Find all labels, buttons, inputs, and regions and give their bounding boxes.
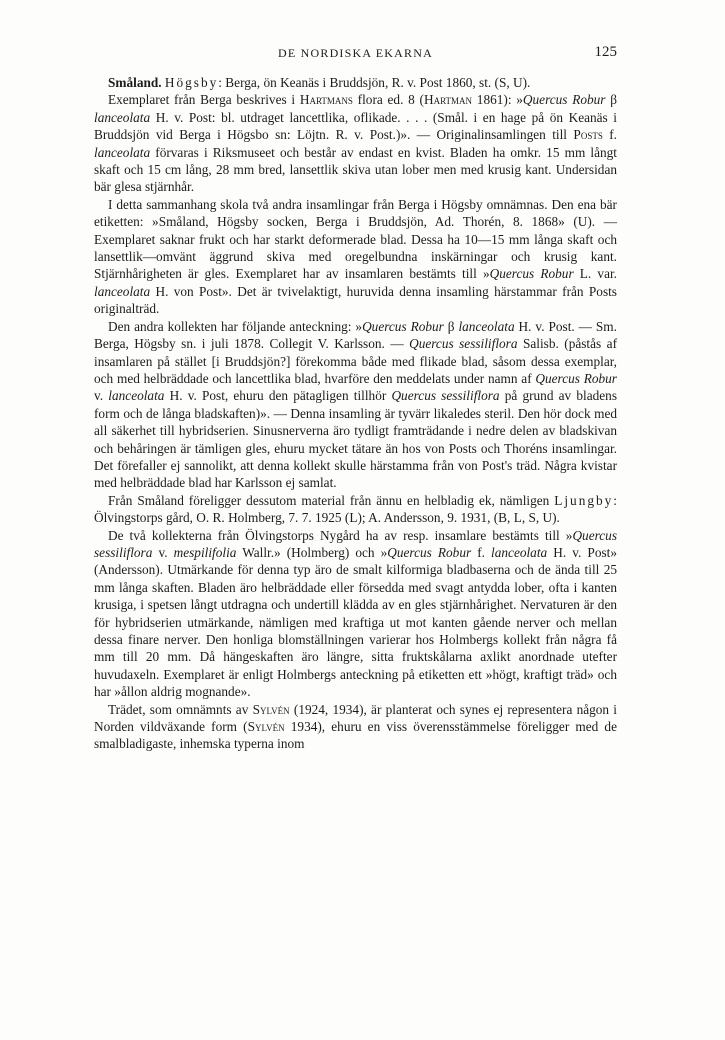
text-run: Quercus Robur [362,318,444,334]
text-run: Quercus Robur [535,370,617,386]
text-run: v. [152,544,174,560]
paragraph-p7 [94,701,617,753]
text-run: Sylvén [247,719,285,735]
text-run: Den andra kollekten har följande anteckning: » [108,318,363,334]
text-run: lanceolata [94,109,151,125]
text-run: Ljungby [554,492,614,508]
text-run: på grund av bladens form och de långa bladskaften)». — Denna insamling är tyvärr likaledes steril. Den hör dock med all säkerhet till hybridserien. Sinusnerverna äro tydligt framträdande i nedre delen av bladskivan och behåringen är tämligen gles, ehuru mycket tätare än hos von Posts och Thoréns insamlingar. Det förefaller ej sannolikt, att denna kollekt skulle härstamma från von Post's träd. Några kvistar med helbräddade blad har Karlsson ej samlat. [94,388,617,491]
text-run: (1924, 1934), är planterat och synes ej representera någon i Norden vildväxande form ( [94,701,617,735]
paragraph-p5 [94,492,617,527]
text-run: H. von Post». Det är tvivelaktigt, huruvida denna insamling härstammar från Posts originalträd. [94,283,617,317]
text-run: H. v. Post: bl. utdraget lancettlika, oflikade. . . . (Smål. i en hage på ön Keanäs i Bruddsjön vid Berga i Högsbo sn: Löjtn. R. v. Post.)». — Originalinsamlingen till [94,109,617,143]
text-run: 1861): » [472,92,523,108]
page-number: 125 [594,44,617,60]
text-run: Högsby [164,75,219,90]
text-run: H. v. Post» (Andersson). Utmärkande för denna typ äro de smalt kilformiga bladbaserna och de ända till 25 mm långa skaften. Bladen äro helbräddade eller försedda med svagt antydda lober, ofta i kanten krusiga, i spetsen långt utdragna och undertill klädda av en gles stjärnhårighet. Nervaturen är den för hybridserien utmärkande, nämligen med kraftiga ut mot kanten gående nerver och mellan dessa finare nerver. Den honliga blomställningen varierar hos Holmbergs kollekt från några få mm till 20 mm. Då hängeskaften äro längre, sitta fruktskålarna axlikt anordnade utefter huvudaxeln. Exemplaret är enligt Holmbergs anteckning på etiketten ett »högt, kraftigt träd» och har »ållon aldrig mognande». [94,544,617,700]
text-run: L. var. [573,266,617,282]
text-run: Quercus Robur [489,266,574,282]
text-run: Småland. [108,75,162,90]
text-run: v. [94,388,109,404]
text-run: Quercus sessiliflora [409,336,518,352]
text-run: lanceolata [94,283,151,299]
text-run: lanceolata [94,144,151,160]
text-run: Exemplaret från Berga beskrives i [108,92,300,108]
text-run: H. v. Post, ehuru den pätagligen tillhör [164,388,392,404]
body-text [94,74,617,753]
paragraph-p1 [94,74,617,91]
paragraph-p3 [94,196,617,318]
text-run: I detta sammanhang skola två andra insamlingar från Berga i Högsby omnämnas. Den ena bär etiketten: »Småland, Högsby socken, Berga i Bruddsjön, Ad. Thorén, 8. 1868» (U). — Exemplaret saknar frukt och har starkt deformerade blad. Dessa ha 10—15 mm långa skaft och lansettlik—omvänt äggrund skiva med oregelbundna inskärningar och krusig kant. Stjärnhårigheten är gles. Exemplaret har av insamlaren bestämts till » [94,196,617,282]
text-run: De två kollekterna från Ölvingstorps Nygård ha av resp. insamlare bestämts till » [108,527,573,543]
text-run: Salisb. (påstås af insamlaren på stället [i Bruddsjön?] förekomma både med flikade blad, såsom dessa exemplar, och med helbräddade och lancettlika blad, hvarföre den meddelats under namn af [94,336,617,386]
text-run: f. [471,544,492,560]
text-run: β [443,318,459,334]
text-run: Quercus Robur [522,92,606,108]
paragraph-p2 [94,91,617,195]
text-run: lanceolata [108,388,165,404]
text-run: lanceolata [458,318,515,334]
text-run: flora ed. 8 ( [352,92,424,108]
running-title: DE NORDISKA EKARNA [278,46,433,60]
text-run: Quercus sessiliflora [391,388,500,404]
text-run: lanceolata [491,544,548,560]
running-header [94,46,617,64]
text-run: Quercus sessiliflora [94,527,617,560]
text-run: β [605,92,617,108]
text-run: Trädet, som omnämnts av [108,701,253,717]
text-run: H. v. Post. — Sm. Berga, Högsby sn. i juli 1878. Collegit V. Karlsson. — [94,318,617,352]
paragraph-p4 [94,318,617,492]
text-run: f. [602,127,618,143]
text-run: : Ölvingstorps gård, O. R. Holmberg, 7. 7. 1925 (L); A. Andersson, 9. 1931, (B, L, S, U). [94,492,617,526]
text-run: Posts [573,127,603,143]
paragraph-p6 [94,527,617,701]
text-run: : Berga, ön Keanäs i Bruddsjön, R. v. Post 1860, st. (S, U). [218,75,531,90]
text-run: mespilifolia [173,544,237,560]
text-run: Hartman [423,92,473,108]
text-run: Quercus Robur [387,544,472,560]
text-run: 1934), ehuru en viss överensstämmelse föreligger med de smalbladigaste, inhemska typerna inom [94,719,617,752]
text-run: Hartmans [299,92,353,108]
text-run: förvaras i Riksmuseet och består av endast en kvist. Bladen ha omkr. 15 mm långt skaft och 15 cm lång, 28 mm bred, lansettlik skiva utan lober men med krusig kant. Undersidan bär glesa stjärnhår. [94,144,617,195]
text-run: Sylvén [252,701,290,717]
text-run: Från Småland föreligger dessutom material från ännu en helbladig ek, nämligen [108,492,555,508]
text-run: Wallr.» (Holmberg) och » [236,544,388,560]
